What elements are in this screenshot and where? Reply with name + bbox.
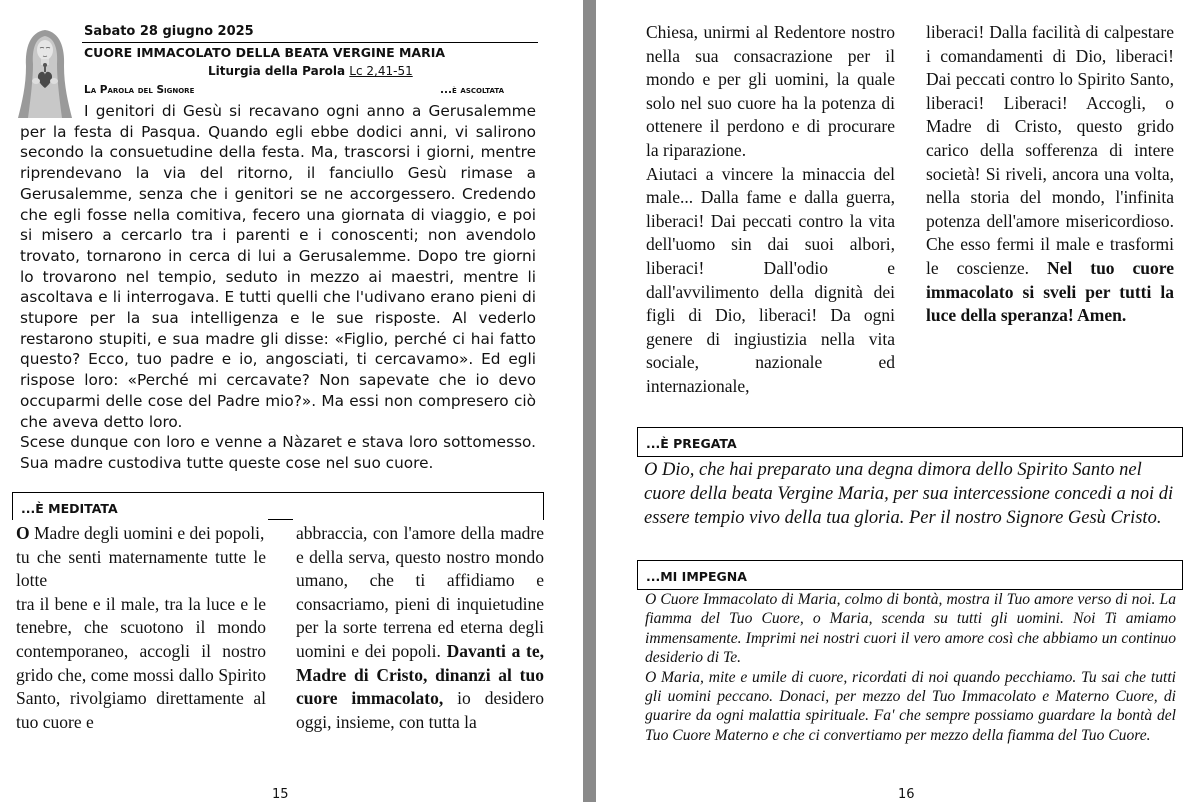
meditation-column-2 [296,522,544,734]
page-gutter [583,0,596,802]
meditation-text [926,21,1174,328]
gospel-text [20,101,536,474]
meditation-text: tu che senti maternamente tutte le lotte [16,546,266,591]
meditation-text: Aiutaci a vincere la minaccia del male... Dalla fame e dalla guerra, liberaci! Dai peccati contro la vita dell'uomo sin dai suoi albori, liberaci! Dall'odio e dall'avvilimento della dignità dei figli di Dio, liberaci! Da ogni genere di ingiustizia nella vita sociale, nazionale ed internazionale, [646,163,895,396]
liturgy-label: Liturgia della Parola [208,64,346,78]
drop-cap: O [16,523,30,543]
divider [268,519,293,520]
header-rule [82,42,538,43]
meditation-text-part: abbraccia, con l'amore della madre e della serva, questo nostro mondo umano, che ti affidiamo e consacriamo, pieni di inquietudine per la sorte terrena ed eterna degli uomini e dei popoli. [296,523,544,661]
commitment-paragraph: O Cuore Immacolato di Maria, colmo di bontà, mostra il Tuo amore verso di noi. La fiamma del Tuo Cuore, o Maria, scenda su tutti gli uomini. Noi Ti amiamo immensamente. Imprimi nei nostri cuori il vero amore così che abbiamo un continuo desiderio di Te. [645,591,1176,667]
left-page [0,0,583,802]
impegna-section-header: ...MI IMPEGNA [637,560,1183,590]
meditation-text: tra il bene e il male, tra la luce e le tenebre, che scuotono il mondo contemporaneo, accogli il nostro grido che, come mossi dallo Spirito Santo, rivolgiamo direttamente al tuo cuore e [16,593,266,732]
meditation-intro [16,522,266,546]
meditation-text-part: liberaci! Dalla facilità di calpestare i comandamenti di Dio, liberaci! Dai peccati contro lo Spirito Santo, liberaci! Liberaci! Accogli, o Madre di Cristo, questo grido carico della sofferenza di intere società! Si riveli, ancora una volta, nella storia del mondo, l'infinita potenza dell'amore misericordioso. Che esso fermi il male e trasformi le coscienze. [926,22,1174,278]
liturgy-date: Sabato 28 giugno 2025 [84,24,254,39]
meditation-column-3 [646,21,895,399]
page-number: 15 [272,787,289,802]
collect-prayer: O Dio, che hai preparato una degna dimora dello Spirito Santo nel cuore della beata Vergine Maria, per sua intercessione concedi a noi di essere tempio vivo della tua gloria. Per il nostro Signore Gesù Cristo. [644,460,1174,528]
gospel-paragraph: Scese dunque con loro e venne a Nàzaret e stava loro sottomesso. Sua madre custodiva tutte queste cose nel suo cuore. [20,433,536,472]
commitment-paragraph: O Maria, mite e umile di cuore, ricordati di noi quando pecchiamo. Tu sai che tutti gli uomini peccano. Donaci, per mezzo del Tuo Immacolato e Materno Cuore, di guarire da ogni malattia spirituale. Fa' che sempre possiamo guardare la bontà del Tuo Cuore Materno e che ci convertiamo per mezzo della fiamma del Tuo Cuore. [645,668,1176,744]
feast-title: CUORE IMMACOLATO DELLA BEATA VERGINE MARIA [84,45,446,60]
meditation-column-4 [926,21,1174,328]
meditata-section-header: ...È MEDITATA [12,492,544,520]
meditation-text-part: io desidero oggi, insieme, con tutta la [296,688,544,732]
word-section-label: La Parola del Signore [84,84,195,96]
meditation-column-1 [16,522,266,734]
pregata-section-header: ...È PREGATA [637,427,1183,457]
meditation-bold-text: Davanti a te, Madre di Cristo, dinanzi al tuo cuore immacolato, [296,640,544,709]
meditation-text: Madre degli uomini e dei popoli, [29,523,265,543]
meditation-text: Chiesa, unirmi al Redentore nostro nella sua consacrazione per il mondo e per gli uomini, la quale solo nel suo cuore ha la potenza di ottenere il perdono e di procurare la riparazione. [646,22,895,160]
commitment-prayer [645,590,1176,745]
gospel-reference: Lc 2,41-51 [349,64,413,78]
gospel-paragraph: I genitori di Gesù si recavano ogni anno a Gerusalemme per la festa di Pasqua. Quando egli ebbe dodici anni, vi salirono secondo la consuetudine della festa. Ma, trascorsi i giorni, mentre riprendevano la via del ritorno, il fanciullo Gesù rimase a Gerusalemme, senza che i genitori se ne accorgessero. Credendo che egli fosse nella comitiva, fecero una giornata di viaggio, e poi si misero a cercarlo tra i parenti e i conoscenti; non avendolo trovato, tornarono in cerca di lui a Gerusalemme. Dopo tre giorni lo trovarono nel tempio, seduto in mezzo ai maestri, mentre li ascoltava e li interrogava. E tutti quelli che l'udivano erano pieni di stupore per la sua intelligenza e le sue risposte. Al vederlo restarono stupiti, e sua madre gli disse: «Figlio, perché ci hai fatto questo? Ecco, tuo padre e io, angosciati, ti cercavamo». Ed egli rispose loro: «Perché mi cercavate? Non sapevate che io devo occuparmi delle cose del Padre mio?». Ma essi non compresero ciò che aveva detto loro. [20,102,536,431]
meditation-text [296,522,544,734]
meditation-bold-text: Nel tuo cuore immacolato si sveli per tutti la luce della speranza! Amen. [926,257,1174,326]
page-number: 16 [898,787,915,802]
liturgy-line [208,64,413,78]
listened-label: ...è ascoltata [440,84,505,96]
